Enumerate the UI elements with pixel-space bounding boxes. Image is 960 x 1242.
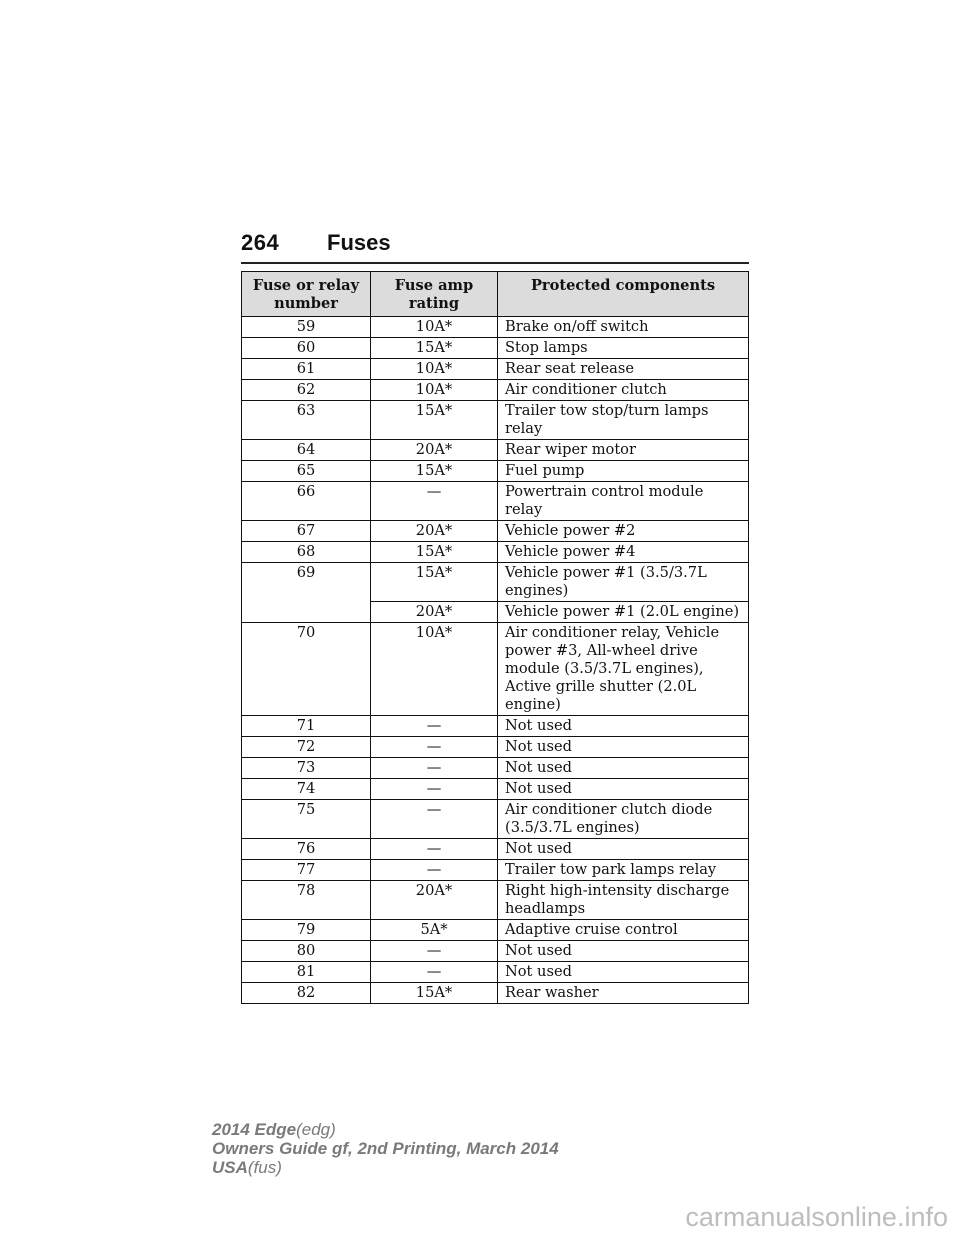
table-row [242, 338, 749, 359]
protected-component-cell: Right high-intensity discharge headlamps [498, 881, 749, 920]
fuse-number-cell: 59 [242, 317, 371, 338]
fuse-number-cell: 76 [242, 839, 371, 860]
fuse-number-cell: 60 [242, 338, 371, 359]
table-row [242, 623, 749, 716]
amp-rating-cell: 15A* [371, 542, 498, 563]
table-row [242, 359, 749, 380]
amp-rating-cell: — [371, 779, 498, 800]
protected-component-cell: Stop lamps [498, 338, 749, 359]
amp-rating-cell: — [371, 800, 498, 839]
fuse-number-cell: 68 [242, 542, 371, 563]
protected-component-cell: Vehicle power #2 [498, 521, 749, 542]
amp-rating-cell: — [371, 758, 498, 779]
footer-line-3: USA(fus) [212, 1158, 282, 1177]
table-row [242, 542, 749, 563]
table-row [242, 317, 749, 338]
header-amp-rating: Fuse amp rating [371, 272, 498, 317]
table-row [242, 920, 749, 941]
fuse-number-cell: 65 [242, 461, 371, 482]
amp-rating-cell: — [371, 962, 498, 983]
protected-component-cell: Not used [498, 758, 749, 779]
protected-component-cell: Air conditioner relay, Vehicle power #3, All-wheel drive module (3.5/3.7L engines), Active grille shutter (2.0L engine) [498, 623, 749, 716]
amp-rating-cell: 15A* [371, 461, 498, 482]
fuse-number-cell: 64 [242, 440, 371, 461]
fuse-number-cell: 71 [242, 716, 371, 737]
fuse-number-cell: 80 [242, 941, 371, 962]
amp-rating-cell: 10A* [371, 359, 498, 380]
amp-rating-cell: — [371, 839, 498, 860]
table-row [242, 737, 749, 758]
table-header-row [242, 272, 749, 317]
amp-rating-cell: 15A* [371, 338, 498, 359]
table-row [242, 716, 749, 737]
fuse-number-cell: 72 [242, 737, 371, 758]
protected-component-cell: Rear washer [498, 983, 749, 1004]
table-row [242, 440, 749, 461]
protected-component-cell: Vehicle power #1 (2.0L engine) [498, 602, 749, 623]
amp-rating-cell: — [371, 737, 498, 758]
protected-component-cell: Not used [498, 779, 749, 800]
table-row [242, 860, 749, 881]
protected-component-cell: Brake on/off switch [498, 317, 749, 338]
amp-rating-cell: 20A* [371, 602, 498, 623]
fuse-number-cell: 75 [242, 800, 371, 839]
footer-line-1: 2014 Edge(edg) [212, 1120, 336, 1139]
table-row [242, 401, 749, 440]
protected-component-cell: Not used [498, 839, 749, 860]
amp-rating-cell: 10A* [371, 317, 498, 338]
protected-component-cell: Trailer tow park lamps relay [498, 860, 749, 881]
protected-component-cell: Powertrain control module relay [498, 482, 749, 521]
table-row [242, 521, 749, 542]
table-row [242, 881, 749, 920]
table-row [242, 839, 749, 860]
section-title: Fuses [327, 230, 391, 255]
watermark: carmanualsonline.info [685, 1202, 948, 1232]
table-row [242, 563, 749, 602]
fuse-number-cell: 81 [242, 962, 371, 983]
amp-rating-cell: 5A* [371, 920, 498, 941]
protected-component-cell: Trailer tow stop/turn lamps relay [498, 401, 749, 440]
fuse-number-cell: 69 [242, 563, 371, 623]
protected-component-cell: Not used [498, 716, 749, 737]
fuse-number-cell: 78 [242, 881, 371, 920]
protected-component-cell: Air conditioner clutch diode (3.5/3.7L engines) [498, 800, 749, 839]
table-row [242, 779, 749, 800]
amp-rating-cell: 20A* [371, 881, 498, 920]
fuse-number-cell: 67 [242, 521, 371, 542]
amp-rating-cell: — [371, 860, 498, 881]
header-fuse-number: Fuse or relay number [242, 272, 371, 317]
footer-line-2: Owners Guide gf, 2nd Printing, March 2014 [212, 1139, 559, 1158]
protected-component-cell: Adaptive cruise control [498, 920, 749, 941]
amp-rating-cell: 20A* [371, 521, 498, 542]
fuse-number-cell: 61 [242, 359, 371, 380]
fuse-number-cell: 70 [242, 623, 371, 716]
fuse-number-cell: 66 [242, 482, 371, 521]
table-row [242, 758, 749, 779]
table-row [242, 482, 749, 521]
amp-rating-cell: — [371, 482, 498, 521]
page-header [241, 226, 749, 264]
amp-rating-cell: — [371, 716, 498, 737]
table-row [242, 941, 749, 962]
fuse-number-cell: 82 [242, 983, 371, 1004]
fuse-number-cell: 77 [242, 860, 371, 881]
fuse-number-cell: 79 [242, 920, 371, 941]
amp-rating-cell: — [371, 941, 498, 962]
fuse-number-cell: 63 [242, 401, 371, 440]
table-row [242, 461, 749, 482]
table-row [242, 983, 749, 1004]
protected-component-cell: Fuel pump [498, 461, 749, 482]
amp-rating-cell: 15A* [371, 563, 498, 602]
protected-component-cell: Air conditioner clutch [498, 380, 749, 401]
amp-rating-cell: 10A* [371, 380, 498, 401]
amp-rating-cell: 15A* [371, 983, 498, 1004]
protected-component-cell: Rear wiper motor [498, 440, 749, 461]
fuse-number-cell: 62 [242, 380, 371, 401]
fuse-table [241, 271, 749, 1004]
protected-component-cell: Not used [498, 737, 749, 758]
table-row [242, 800, 749, 839]
footer [212, 1120, 559, 1177]
fuse-number-cell: 73 [242, 758, 371, 779]
table-row [242, 380, 749, 401]
amp-rating-cell: 15A* [371, 401, 498, 440]
fuse-number-cell: 74 [242, 779, 371, 800]
protected-component-cell: Not used [498, 962, 749, 983]
header-protected-components: Protected components [498, 272, 749, 317]
protected-component-cell: Rear seat release [498, 359, 749, 380]
amp-rating-cell: 10A* [371, 623, 498, 716]
protected-component-cell: Vehicle power #1 (3.5/3.7L engines) [498, 563, 749, 602]
page-number: 264 [241, 230, 280, 255]
amp-rating-cell: 20A* [371, 440, 498, 461]
protected-component-cell: Not used [498, 941, 749, 962]
protected-component-cell: Vehicle power #4 [498, 542, 749, 563]
table-row [242, 962, 749, 983]
